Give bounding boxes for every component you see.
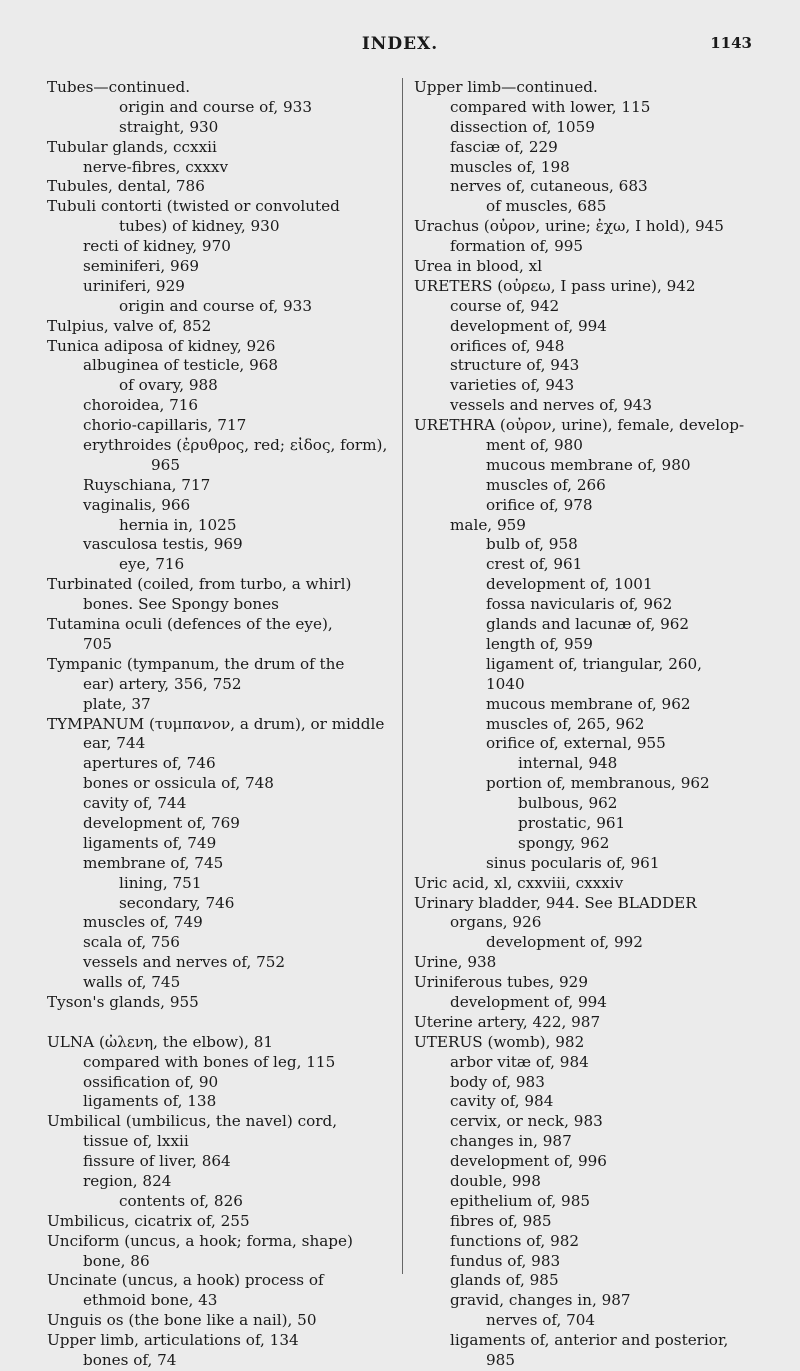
- index-entry: of muscles, 685: [486, 197, 607, 216]
- index-entry: contents of, 826: [119, 1191, 243, 1210]
- index-entry: Tubules, dental, 786: [47, 177, 205, 196]
- index-entry: body of, 983: [450, 1072, 545, 1091]
- index-entry: chorio-capillaris, 717: [83, 416, 247, 435]
- index-entry: bone, 86: [83, 1251, 150, 1270]
- index-entry: of ovary, 988: [119, 376, 218, 395]
- index-entry: cervix, or neck, 983: [450, 1112, 603, 1131]
- index-entry: Unguis os (the bone like a nail), 50: [47, 1311, 317, 1330]
- index-entry: length of, 959: [486, 634, 593, 653]
- index-entry: 985: [486, 1351, 515, 1369]
- index-entry: albuginea of testicle, 968: [83, 356, 279, 375]
- index-entry: Upper limb—continued.: [414, 78, 598, 96]
- index-column-left: [47, 78, 392, 1371]
- index-entry: apertures of, 746: [83, 754, 216, 773]
- index-entry: nerve-fibres, cxxxv: [83, 157, 229, 176]
- index-entry: Urine, 938: [414, 953, 497, 972]
- index-entry: [47, 1013, 392, 1033]
- index-entry: muscles of, 266: [486, 475, 606, 494]
- index-entry: vessels and nerves of, 752: [83, 953, 286, 972]
- index-entry: dissection of, 1059: [450, 117, 595, 136]
- index-entry: ligament of, triangular, 260,: [486, 654, 703, 673]
- index-entry: glands and lacunæ of, 962: [486, 615, 690, 634]
- index-entry: compared with bones of leg, 115: [83, 1052, 336, 1071]
- index-entry: Tunica adiposa of kidney, 926: [47, 336, 276, 355]
- index-entry: tubes) of kidney, 930: [119, 217, 280, 236]
- column-divider: [402, 78, 403, 1274]
- index-entry: erythroides (ἐρυθρος, red; εἰδος, form),: [83, 436, 388, 455]
- index-entry: sinus pocularis of, 961: [486, 853, 660, 872]
- index-entry: uriniferi, 929: [83, 276, 185, 295]
- index-entry: cavity of, 984: [450, 1092, 554, 1111]
- index-entry: UTERUS (womb), 982: [414, 1032, 585, 1051]
- index-entry: Uncinate (uncus, a hook) process of: [47, 1271, 324, 1290]
- index-entry: ULNA (ὠλενη, the elbow), 81: [47, 1032, 274, 1051]
- index-entry: URETHRA (οὐρον, urine), female, develop-: [414, 416, 745, 435]
- index-entry: organs, 926: [450, 913, 542, 932]
- index-entry: seminiferi, 969: [83, 257, 200, 276]
- page-title: INDEX.: [361, 34, 439, 54]
- index-entry: Tutamina oculi (defences of the eye),: [47, 615, 333, 634]
- index-entry: orifices of, 948: [450, 336, 565, 355]
- index-entry: Urea in blood, xl: [414, 257, 543, 276]
- index-entry: Urinary bladder, 944. See BLADDER: [414, 893, 697, 912]
- index-entry: choroidea, 716: [83, 396, 199, 415]
- index-entry: Tyson's glands, 955: [47, 992, 199, 1011]
- index-entry: Urachus (οὐρον, urine; ἐχω, I hold), 945: [414, 217, 724, 236]
- index-entry: male, 959: [450, 515, 526, 534]
- index-entry: prostatic, 961: [518, 813, 626, 832]
- index-entry: secondary, 746: [119, 893, 235, 912]
- index-entry: tissue of, lxxii: [83, 1132, 189, 1151]
- index-entry: development of, 992: [486, 933, 643, 952]
- index-entry: URETERS (οὐρεω, I pass urine), 942: [414, 276, 696, 295]
- index-entry: development of, 769: [83, 813, 240, 832]
- index-entry: portion of, membranous, 962: [486, 774, 710, 793]
- index-entry: fossa navicularis of, 962: [486, 595, 673, 614]
- index-entry: Uriniferous tubes, 929: [414, 973, 589, 992]
- index-entry: spongy, 962: [518, 833, 610, 852]
- index-entry: straight, 930: [119, 117, 219, 136]
- index-entry: Turbinated (coiled, from turbo, a whirl): [47, 575, 352, 594]
- index-entry: crest of, 961: [486, 555, 583, 574]
- index-entry: course of, 942: [450, 296, 560, 315]
- index-entry: glands of, 985: [450, 1271, 559, 1290]
- index-entry: Umbilicus, cicatrix of, 255: [47, 1211, 250, 1230]
- index-entry: nerves of, cutaneous, 683: [450, 177, 648, 196]
- index-entry: ossification of, 90: [83, 1072, 219, 1091]
- page-header: [0, 34, 800, 58]
- index-entry: walls of, 745: [83, 973, 181, 992]
- index-entry: bulbous, 962: [518, 794, 618, 813]
- index-entry: hernia in, 1025: [119, 515, 237, 534]
- index-entry: nerves of, 704: [486, 1311, 596, 1330]
- index-entry: TYMPANUM (τυμπανον, a drum), or middle: [47, 714, 385, 733]
- index-entry: development of, 1001: [486, 575, 653, 594]
- index-entry: ligaments of, 138: [83, 1092, 217, 1111]
- index-entry: gravid, changes in, 987: [450, 1291, 631, 1310]
- index-entry: mucous membrane of, 962: [486, 694, 691, 713]
- index-entry: lining, 751: [119, 873, 202, 892]
- index-entry: membrane of, 745: [83, 853, 224, 872]
- index-entry: Tulpius, valve of, 852: [47, 316, 212, 335]
- index-entry: ligaments of, anterior and posterior,: [450, 1331, 729, 1350]
- index-entry: scala of, 756: [83, 933, 180, 952]
- index-entry: compared with lower, 115: [450, 97, 651, 116]
- index-entry: 965: [151, 455, 180, 474]
- index-entry: epithelium of, 985: [450, 1191, 591, 1210]
- index-entry: Uterine artery, 422, 987: [414, 1012, 601, 1031]
- index-entry: functions of, 982: [450, 1231, 580, 1250]
- page-number: 1143: [710, 34, 752, 52]
- index-entry: fundus of, 983: [450, 1251, 561, 1270]
- index-entry: changes in, 987: [450, 1132, 572, 1151]
- index-entry: formation of, 995: [450, 237, 584, 256]
- index-entry: eye, 716: [119, 555, 185, 574]
- index-entry: vasculosa testis, 969: [83, 535, 243, 554]
- index-entry: development of, 994: [450, 992, 607, 1011]
- index-entry: region, 824: [83, 1171, 172, 1190]
- index-entry: fasciæ of, 229: [450, 137, 558, 156]
- index-entry: fibres of, 985: [450, 1211, 552, 1230]
- index-entry: recti of kidney, 970: [83, 237, 231, 256]
- index-entry: cavity of, 744: [83, 794, 187, 813]
- index-entry: ethmoid bone, 43: [83, 1291, 218, 1310]
- index-entry: Unciform (uncus, a hook; forma, shape): [47, 1231, 353, 1250]
- index-entry: Uric acid, xl, cxxviii, cxxxiv: [414, 873, 624, 892]
- index-entry: Tubes—continued.: [47, 78, 191, 96]
- index-entry: Umbilical (umbilicus, the navel) cord,: [47, 1112, 338, 1131]
- index-entry: Upper limb, articulations of, 134: [47, 1331, 299, 1350]
- index-entry: fissure of liver, 864: [83, 1152, 231, 1171]
- index-entry: arbor vitæ of, 984: [450, 1052, 589, 1071]
- index-entry: muscles of, 265, 962: [486, 714, 645, 733]
- index-entry: Tubuli contorti (twisted or convoluted: [47, 197, 340, 216]
- index-entry: origin and course of, 933: [119, 97, 313, 116]
- index-entry: Tympanic (tympanum, the drum of the: [47, 654, 345, 673]
- index-entry: bulb of, 958: [486, 535, 578, 554]
- index-entry: varieties of, 943: [450, 376, 575, 395]
- index-entry: orifice of, 978: [486, 495, 593, 514]
- index-entry: development of, 996: [450, 1152, 607, 1171]
- index-entry: Ruyschiana, 717: [83, 475, 211, 494]
- index-entry: double, 998: [450, 1171, 541, 1190]
- index-entry: structure of, 943: [450, 356, 580, 375]
- index-entry: Tubular glands, ccxxii: [47, 137, 217, 156]
- index-entry: muscles of, 198: [450, 157, 570, 176]
- index-entry: development of, 994: [450, 316, 607, 335]
- index-entry: ligaments of, 749: [83, 833, 217, 852]
- index-entry: 705: [83, 634, 112, 653]
- index-column-right: [414, 78, 759, 1371]
- index-entry: orifice of, external, 955: [486, 734, 666, 753]
- index-entry: 1040: [486, 674, 525, 693]
- index-entry: bones of, 74: [83, 1351, 177, 1369]
- index-entry: ear, 744: [83, 734, 146, 753]
- index-entry: mucous membrane of, 980: [486, 455, 691, 474]
- index-entry: ear) artery, 356, 752: [83, 674, 242, 693]
- index-entry: vessels and nerves of, 943: [450, 396, 653, 415]
- index-entry: bones or ossicula of, 748: [83, 774, 274, 793]
- index-entry: bones. See Spongy bones: [83, 595, 279, 614]
- index-entry: ment of, 980: [486, 436, 583, 455]
- index-entry: internal, 948: [518, 754, 618, 773]
- index-entry: plate, 37: [83, 694, 151, 713]
- index-entry: origin and course of, 933: [119, 296, 313, 315]
- index-entry: vaginalis, 966: [83, 495, 191, 514]
- index-entry: muscles of, 749: [83, 913, 203, 932]
